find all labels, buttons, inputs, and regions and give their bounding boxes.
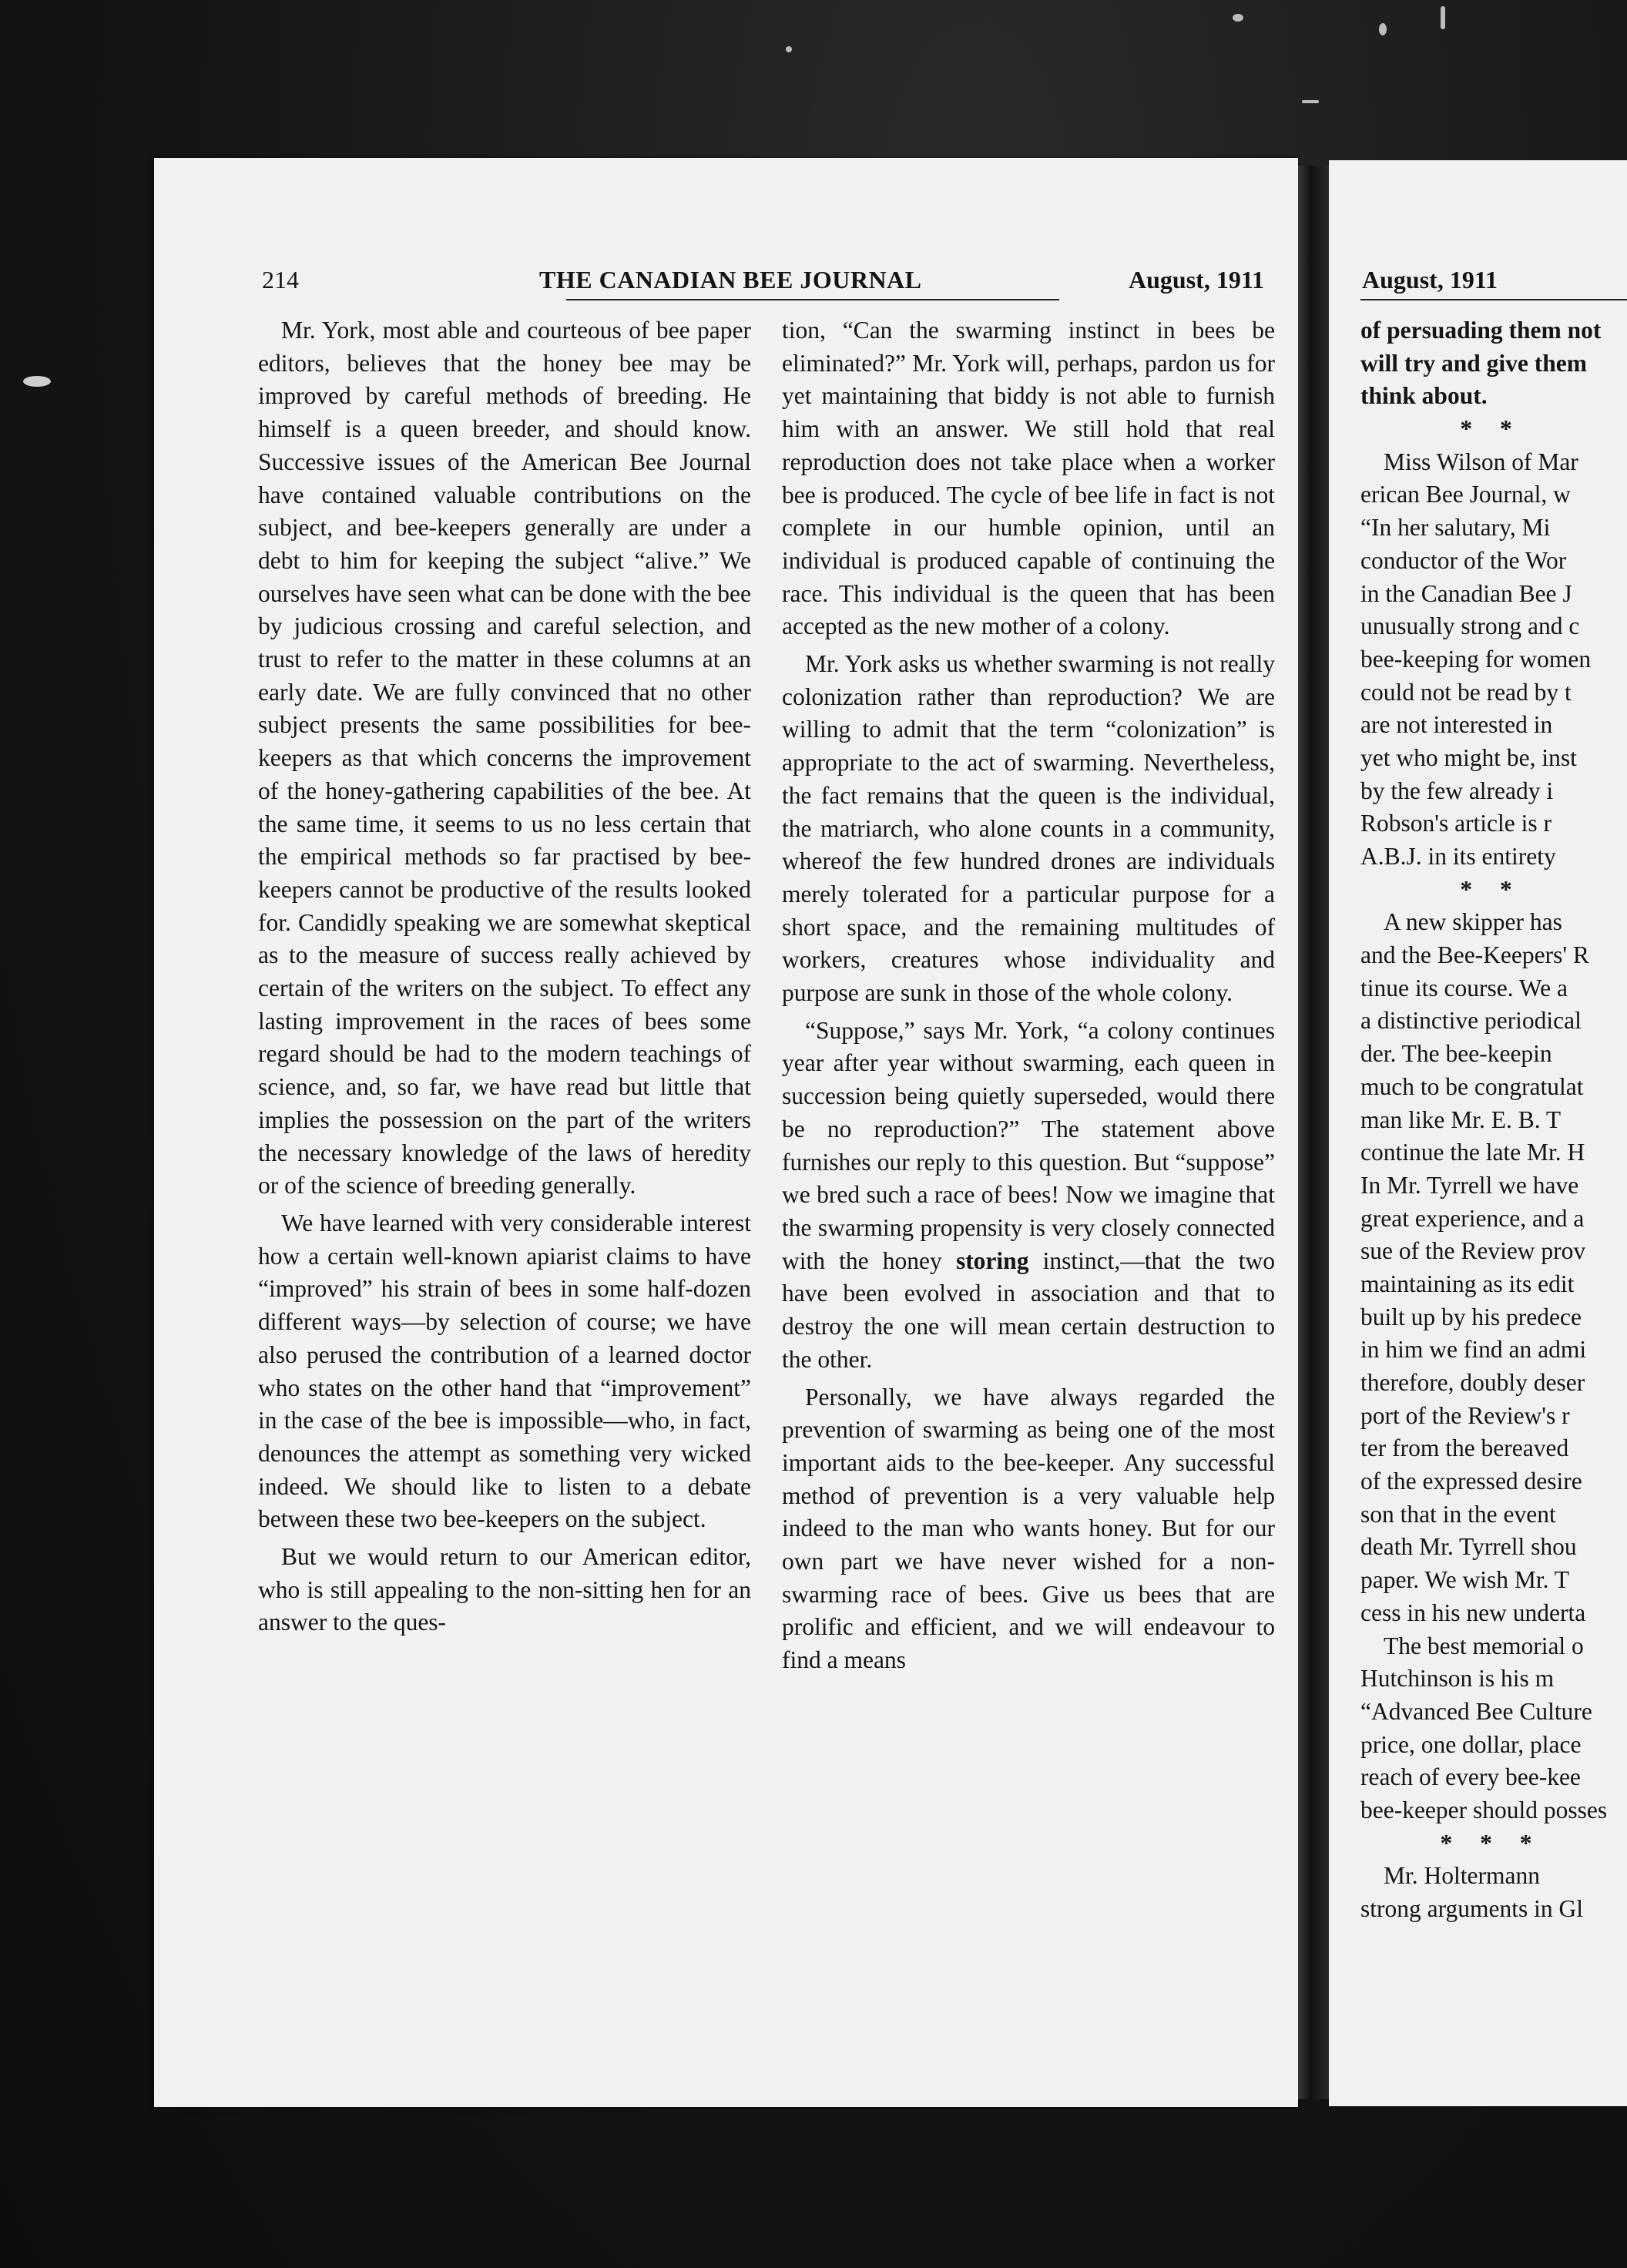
text-line: In Mr. Tyrrell we have: [1360, 1171, 1579, 1199]
text-line: will try and give them: [1360, 349, 1587, 377]
text-line: Mr. Holtermann: [1384, 1862, 1540, 1890]
text-line: erican Bee Journal, w: [1360, 481, 1571, 508]
paragraph: tion, “Can the swarming instinct in bees be eliminated?” Mr. York will, perhaps, pardon us for yet maintaining that biddy is not able to furnish him with an answer. We still hold that real reproduction does not take place when a worker bee is produced. The cycle of bee life in fact is not complete in our humble opinion, until an individual is produced capable of continuing the race. This individual is the queen that has been accepted as the new mother of a colony.: [782, 317, 1275, 640]
dust-speck: [1379, 23, 1387, 35]
text-line: are not interested in: [1360, 711, 1553, 739]
book-gutter: [1298, 166, 1329, 2099]
paragraph: [782, 1015, 1275, 1377]
text-line: a distinctive periodical: [1360, 1007, 1582, 1035]
section-divider: * * *: [1440, 1829, 1543, 1857]
text-line: think about.: [1360, 382, 1488, 410]
text-column-2: [782, 314, 1275, 1682]
text-line: conductor of the Wor: [1360, 546, 1567, 574]
text-line: by the few already i: [1360, 777, 1554, 804]
text-line: unusually strong and c: [1360, 612, 1580, 640]
right-page-text: [1360, 314, 1627, 1926]
text-line: paper. We wish Mr. T: [1360, 1566, 1570, 1594]
right-header-date: August, 1911: [1362, 266, 1498, 294]
dust-speck: [1302, 100, 1319, 103]
section-divider: * *: [1460, 875, 1523, 903]
paragraph: Mr. York, most able and courteous of bee paper editors, believes that the honey bee may be improved by careful methods of breeding. He himself is a queen breeder, and should know. Successive issues of the American Bee Journal have contained valuable contributions on the subject, and bee-keepers generally are under a debt to him for keeping the subject “alive.” We ourselves have seen what can be done with the bee by judicious crossing and careful selection, and trust to refer to the matter in these columns at an early date. We are fully convinced that no other subject presents the same possibilities for bee-keepers as that which concerns the improvement of the honey-gathering capabilities of the bee. At the same time, it seems to us no less certain that the empirical methods so far practised by bee-keepers cannot be productive of the results looked for. Candidly speaking we are somewhat skeptical as to the measure of success really achieved by certain of the writers on the subject. To effect any lasting improvement in the races of bees some regard should be had to the modern teachings of science, and, so far, we have read but little that implies the possession on the part of the writers the necessary knowledge of the laws of heredity or of the science of breeding generally.: [258, 317, 751, 1199]
text-line: Miss Wilson of Mar: [1384, 448, 1578, 475]
text-line: of the expressed desire: [1360, 1468, 1582, 1495]
text-line: death Mr. Tyrrell shou: [1360, 1533, 1577, 1561]
text-line: A new skipper has: [1384, 908, 1562, 936]
paragraph: Personally, we have always regarded the prevention of swarming as being one of the most important aids to the bee-keeper. Any successful method of prevention is a very valuable help indeed to the man who wants honey. But for our own part we have never wished for a non-swarming race of bees. Give us bees that are prolific and efficient, and we will endeavour to find a means: [782, 1383, 1275, 1674]
section-divider: * *: [1460, 415, 1523, 443]
text-line: in the Canadian Bee J: [1360, 579, 1572, 607]
text-line: port of the Review's r: [1360, 1401, 1570, 1429]
text-line: Hutchinson is his m: [1360, 1665, 1555, 1693]
journal-title: THE CANADIAN BEE JOURNAL: [539, 266, 922, 294]
text-line: A.B.J. in its entirety: [1360, 843, 1556, 870]
right-header-rule: [1360, 299, 1627, 300]
text-line: cess in his new underta: [1360, 1599, 1586, 1626]
text-line: sue of the Review prov: [1360, 1237, 1586, 1265]
paragraph-text: instinct,—that the two have been evolved in association and that to destroy the one will mean certain destruction to the other.: [782, 1246, 1275, 1373]
bold-word: storing: [955, 1246, 1029, 1274]
text-line: maintaining as its edit: [1360, 1270, 1575, 1297]
text-line: built up by his predece: [1360, 1303, 1582, 1330]
text-line: much to be congratulat: [1360, 1072, 1584, 1100]
text-line: price, one dollar, place: [1360, 1730, 1582, 1758]
text-line: of persuading them not: [1360, 317, 1602, 344]
text-line: ter from the bereaved: [1360, 1434, 1569, 1462]
page-number: 214: [262, 266, 299, 294]
text-line: son that in the event: [1360, 1500, 1556, 1528]
text-line: “In her salutary, Mi: [1360, 514, 1551, 542]
text-line: The best memorial o: [1384, 1632, 1584, 1659]
text-line: bee-keeper should posses: [1360, 1796, 1608, 1823]
text-line: der. The bee-keepin: [1360, 1040, 1552, 1068]
text-line: “Advanced Bee Culture: [1360, 1697, 1592, 1725]
text-line: reach of every bee-kee: [1360, 1763, 1581, 1791]
text-line: great experience, and a: [1360, 1204, 1585, 1232]
text-line: could not be read by t: [1360, 678, 1572, 706]
text-line: tinue its course. We a: [1360, 974, 1568, 1001]
text-line: strong arguments in Gl: [1360, 1895, 1584, 1922]
text-column-1: [258, 314, 751, 1644]
header-rule: [566, 299, 1059, 300]
text-line: continue the late Mr. H: [1360, 1139, 1585, 1166]
text-line: bee-keeping for women: [1360, 645, 1592, 673]
dust-speck: [786, 46, 792, 52]
text-line: man like Mr. E. B. T: [1360, 1105, 1562, 1133]
dust-speck: [1441, 6, 1445, 29]
paragraph: We have learned with very considerable interest how a certain well-known apiarist claims to have “improved” his strain of bees in some half-dozen different ways—by selection of course; we have also perused the contribution of a learned doctor who states on the other hand that “improvement” in the case of the bee is impossible—who, in fact, denounces the attempt as something very wicked indeed. We should like to listen to a debate between these two bee-keepers on the subject.: [258, 1209, 751, 1533]
text-line: in him we find an admi: [1360, 1336, 1587, 1364]
text-line: yet who might be, inst: [1360, 743, 1577, 771]
dust-speck: [1233, 14, 1243, 22]
paragraph-text: “Suppose,” says Mr. York, “a colony continues year after year without swarming, each queen in succession being quietly superseded, would there be no reproduction?” The statement above furnishes our reply to this question. But “suppose” we bred such a race of bees! Now we imagine that the swarming propensity is very closely connected with the honey: [782, 1016, 1275, 1274]
header-date: August, 1911: [1129, 266, 1265, 294]
margin-mark: [23, 376, 51, 387]
paragraph: Mr. York asks us whether swarming is not really colonization rather than reproduction? We are willing to admit that the term “colonization” is appropriate to the act of swarming. Nevertheless, the fact remains that the queen is the individual, the matriarch, who alone counts in a community, whereof the few hundred drones are individuals merely tolerated for a particular purpose for a short space, and the remaining multitudes of workers, creatures whose individuality and purpose are sunk in those of the whole colony.: [782, 650, 1275, 1007]
text-line: and the Bee-Keepers' R: [1360, 941, 1589, 969]
text-line: therefore, doubly deser: [1360, 1369, 1585, 1396]
paragraph: But we would return to our American editor, who is still appealing to the non-sitting hen for an answer to the ques-: [258, 1543, 751, 1636]
text-line: Robson's article is r: [1360, 810, 1552, 837]
